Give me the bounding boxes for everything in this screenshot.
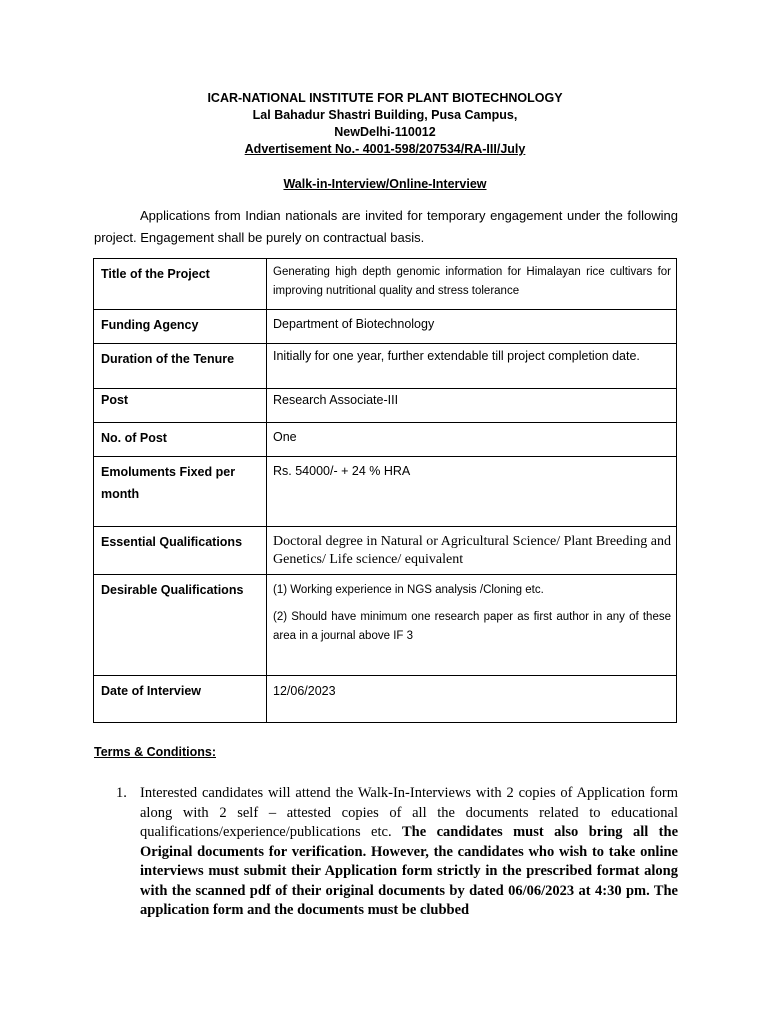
essential-qualifications-value: Doctoral degree in Natural or Agricultural Science/ Plant Breeding and Genetics/ Life science/ equivalent <box>273 534 671 567</box>
term-bold-text: The candidates must also bring all the Original documents for verification. However, the candidates who wish to take online interviews must submit their Application form strictly in the prescribed format along with the scanned pdf of their original documents by dated 06/06/2023 at 4:30 pm. The application form and the documents must be clubbed <box>140 824 679 918</box>
table-row <box>94 389 677 423</box>
title-value: Generating high depth genomic information for Himalayan rice cultivars for improving nutritional quality and stress tolerance <box>273 266 671 297</box>
table-row <box>94 259 677 310</box>
title-label: Title of the Project <box>101 267 210 281</box>
date-of-interview-label: Date of Interview <box>101 684 202 698</box>
post-value: Research Associate-III <box>273 393 399 407</box>
intro-paragraph: Applications from Indian nationals are invited for temporary engagement under the following project. Engagement shall be purely on contractual basis. <box>94 208 678 245</box>
desirable-qualifications-label: Desirable Qualifications <box>101 583 244 597</box>
table-row <box>94 527 677 575</box>
institute-address-line-2: NewDelhi-110012 <box>334 125 436 139</box>
terms-heading: Terms & Conditions: <box>94 745 216 759</box>
desirable-qualification-1: (1) Working experience in NGS analysis /Cloning etc. <box>273 584 544 596</box>
post-label: Post <box>101 393 129 407</box>
no-of-post-label: No. of Post <box>101 431 167 445</box>
emoluments-value: Rs. 54000/- + 24 % HRA <box>273 464 411 478</box>
term-text: Interested candidates will attend the Walk-In-Interviews with 2 copies of Application form along with 2 self – attested copies of all the documents related to educational qualifications/experience/publications etc. <box>140 785 678 840</box>
term-number: 1. <box>116 785 127 801</box>
desirable-qualification-2: (2) Should have minimum one research paper as first author in any of these area in a journal above IF 3 <box>273 611 671 642</box>
table-row <box>94 423 677 457</box>
essential-qualifications-label: Essential Qualifications <box>101 535 243 549</box>
date-of-interview-value: 12/06/2023 <box>273 684 336 698</box>
interview-type-heading: Walk-in-Interview/Online-Interview <box>283 177 487 191</box>
table-row <box>94 344 677 389</box>
funding-value: Department of Biotechnology <box>273 317 435 331</box>
duration-value: Initially for one year, further extendable till project completion date. <box>273 349 640 363</box>
emoluments-label: Emoluments Fixed per month <box>101 465 236 501</box>
duration-label: Duration of the Tenure <box>101 352 235 366</box>
institute-name: ICAR-NATIONAL INSTITUTE FOR PLANT BIOTECHNOLOGY <box>207 91 563 105</box>
table-row <box>94 310 677 344</box>
funding-label: Funding Agency <box>101 318 199 332</box>
institute-address-line-1: Lal Bahadur Shastri Building, Pusa Campus, <box>252 108 518 122</box>
project-details-table <box>93 258 677 723</box>
table-row <box>94 457 677 527</box>
list-item <box>116 784 678 921</box>
table-row <box>94 575 677 676</box>
table-row <box>94 676 677 723</box>
advertisement-number: Advertisement No.- 4001-598/207534/RA-III/July <box>244 142 526 156</box>
no-of-post-value: One <box>273 430 297 444</box>
